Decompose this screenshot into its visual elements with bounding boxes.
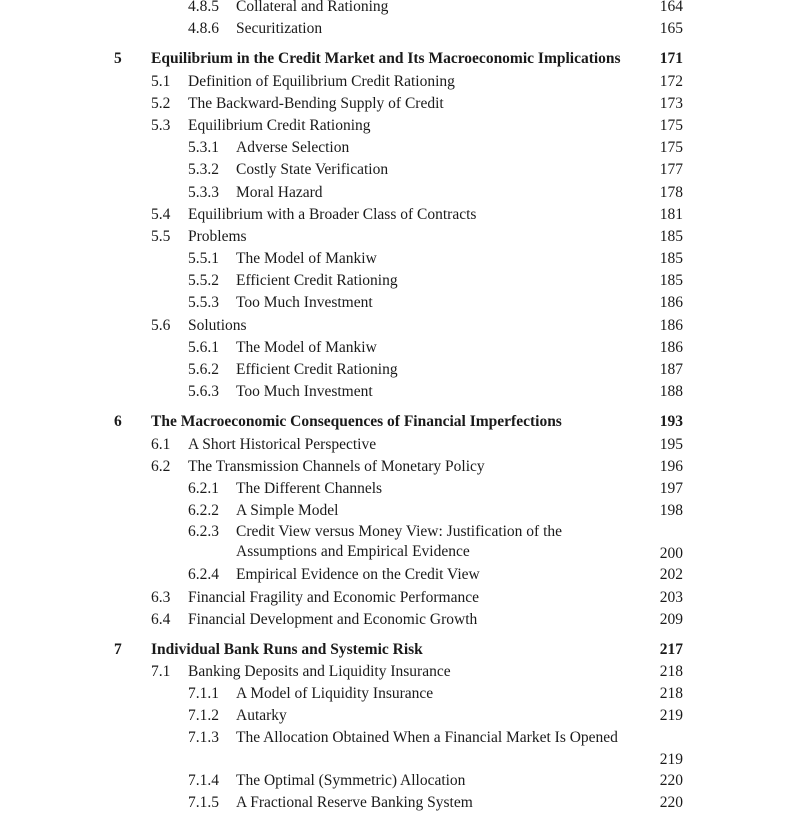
toc-entry-title: Adverse Selection bbox=[236, 139, 350, 157]
toc-entry-page: 177 bbox=[659, 161, 683, 179]
toc-entry[interactable] bbox=[0, 115, 800, 137]
toc-entry[interactable] bbox=[0, 792, 800, 814]
toc-entry-page: 209 bbox=[659, 610, 683, 628]
toc-entry-title: Financial Fragility and Economic Performance bbox=[188, 588, 479, 606]
toc-entry[interactable] bbox=[0, 93, 800, 115]
toc-entry-title: Moral Hazard bbox=[236, 183, 323, 201]
toc-entry-title: Individual Bank Runs and Systemic Risk bbox=[151, 640, 423, 658]
toc-entry-page: 219 bbox=[659, 750, 683, 768]
toc-entry-page: 165 bbox=[659, 20, 683, 38]
toc-entry-number: 7 bbox=[114, 640, 122, 658]
toc-entry-page: 193 bbox=[659, 413, 683, 431]
toc-entry-page: 197 bbox=[659, 479, 683, 497]
toc-entry-number: 7.1.1 bbox=[188, 685, 219, 703]
toc-entry-title: Problems bbox=[188, 227, 247, 245]
toc-entry[interactable] bbox=[0, 434, 800, 456]
toc-entry-number: 7.1.2 bbox=[188, 707, 219, 725]
toc-entry-number: 5.4 bbox=[151, 205, 171, 223]
toc-entry[interactable] bbox=[0, 587, 800, 609]
toc-entry-page: 185 bbox=[659, 227, 683, 245]
toc-entry-number: 5.6.1 bbox=[188, 338, 219, 356]
toc-entry-title: The Optimal (Symmetric) Allocation bbox=[236, 771, 466, 789]
toc-entry-title: Definition of Equilibrium Credit Rationing bbox=[188, 72, 455, 90]
toc-entry[interactable] bbox=[0, 522, 800, 564]
toc-entry-page: 175 bbox=[659, 116, 683, 134]
toc-entry-page: 173 bbox=[659, 94, 683, 112]
toc-entry[interactable] bbox=[0, 226, 800, 248]
toc-entry-page: 185 bbox=[659, 250, 683, 268]
toc-entry-page: 186 bbox=[659, 316, 683, 334]
toc-entry[interactable] bbox=[0, 381, 800, 403]
toc-entry-page: 203 bbox=[659, 588, 683, 606]
toc-entry-number: 5.1 bbox=[151, 72, 171, 90]
toc-chapter-entry[interactable] bbox=[0, 411, 800, 433]
toc-entry-number: 5.5 bbox=[151, 227, 171, 245]
toc-entry-title: Equilibrium Credit Rationing bbox=[188, 116, 371, 134]
toc-entry-title: A Simple Model bbox=[236, 502, 339, 520]
toc-entry[interactable] bbox=[0, 661, 800, 683]
toc-entry[interactable] bbox=[0, 359, 800, 381]
toc-entry-title: The Model of Mankiw bbox=[236, 338, 377, 356]
toc-entry[interactable] bbox=[0, 456, 800, 478]
toc-entry-title: Too Much Investment bbox=[236, 383, 373, 401]
toc-entry-title: The Macroeconomic Consequences of Financial Imperfections bbox=[151, 413, 562, 431]
toc-entry-number: 5 bbox=[114, 50, 122, 68]
toc-entry-number: 6.2.2 bbox=[188, 502, 219, 520]
toc-entry-page: 198 bbox=[659, 502, 683, 520]
toc-entry-page: 186 bbox=[659, 294, 683, 312]
toc-entry-title: Securitization bbox=[236, 20, 323, 38]
toc-entry-page: 164 bbox=[659, 0, 683, 15]
toc-entry-title: Equilibrium in the Credit Market and Its Macroeconomic Implications bbox=[151, 50, 621, 68]
toc-entry-title: Financial Development and Economic Growth bbox=[188, 610, 478, 628]
toc-entry-number: 7.1.3 bbox=[188, 728, 219, 746]
toc-entry-number: 7.1.5 bbox=[188, 793, 219, 811]
toc-entry-title: A Short Historical Perspective bbox=[188, 435, 377, 453]
toc-entry-number: 6.4 bbox=[151, 610, 171, 628]
toc-entry-number: 4.8.6 bbox=[188, 20, 219, 38]
toc-entry[interactable] bbox=[0, 0, 800, 18]
toc-entry-number: 5.6.2 bbox=[188, 361, 219, 378]
toc-entry-number: 6.2 bbox=[151, 457, 171, 475]
toc-entry-number: 5.2 bbox=[151, 94, 171, 112]
toc-entry-number: 6.2.1 bbox=[188, 479, 219, 497]
toc-entry[interactable] bbox=[0, 500, 800, 522]
toc-entry-title: The Different Channels bbox=[236, 479, 383, 497]
toc-entry[interactable] bbox=[0, 609, 800, 631]
toc-entry-page: 186 bbox=[659, 338, 683, 356]
toc-entry-title: The Allocation Obtained When a Financial Market Is Opened bbox=[236, 728, 618, 746]
toc-entry-number: 5.5.2 bbox=[188, 272, 219, 290]
toc-entry-page: 171 bbox=[659, 50, 683, 68]
toc-entry[interactable] bbox=[0, 248, 800, 270]
toc-entry-page: 220 bbox=[659, 793, 683, 811]
toc-entry-number: 5.3 bbox=[151, 116, 171, 134]
toc-entry-number: 7.1.4 bbox=[188, 771, 219, 789]
toc-entry-number: 6.2.3 bbox=[188, 523, 219, 541]
toc-entry[interactable] bbox=[0, 315, 800, 337]
toc-entry-page: 200 bbox=[659, 545, 683, 563]
toc-entry-title: Equilibrium with a Broader Class of Contracts bbox=[188, 205, 477, 223]
toc-entry[interactable] bbox=[0, 159, 800, 181]
toc-entry-title: Solutions bbox=[188, 316, 247, 334]
toc-entry[interactable] bbox=[0, 683, 800, 705]
toc-entry[interactable] bbox=[0, 337, 800, 359]
toc-entry-page: 202 bbox=[659, 566, 683, 584]
toc-entry-title: Too Much Investment bbox=[236, 294, 373, 312]
toc-entry-title: Empirical Evidence on the Credit View bbox=[236, 566, 480, 584]
toc-entry-number: 6.3 bbox=[151, 588, 171, 606]
toc-entry[interactable] bbox=[0, 71, 800, 93]
toc-entry-number: 5.5.1 bbox=[188, 250, 219, 268]
toc-entry-number: 7.1 bbox=[151, 663, 171, 681]
toc-entry-number: 5.6 bbox=[151, 316, 171, 334]
toc-entry-page: 219 bbox=[659, 707, 683, 725]
toc-entry-title: Costly State Verification bbox=[236, 161, 389, 179]
toc-entry-number: 5.6.3 bbox=[188, 383, 219, 401]
toc-entry[interactable] bbox=[0, 292, 800, 314]
toc-entry-number: 6.2.4 bbox=[188, 566, 219, 584]
toc-entry-number: 5.3.3 bbox=[188, 183, 219, 201]
toc-entry-title: Banking Deposits and Liquidity Insurance bbox=[188, 663, 451, 681]
toc-entry[interactable] bbox=[0, 770, 800, 792]
toc-entry-page: 172 bbox=[659, 72, 683, 90]
toc-entry[interactable] bbox=[0, 182, 800, 204]
toc-entry-page: 185 bbox=[659, 272, 683, 290]
toc-entry-page: 187 bbox=[659, 361, 683, 378]
toc-entry-number: 4.8.5 bbox=[188, 0, 219, 15]
toc-entry[interactable] bbox=[0, 728, 800, 770]
toc-entry[interactable] bbox=[0, 478, 800, 500]
toc-entry-page: 195 bbox=[659, 435, 683, 453]
toc-entry-number: 5.5.3 bbox=[188, 294, 219, 312]
toc-entry[interactable] bbox=[0, 705, 800, 727]
toc-entry-page: 217 bbox=[659, 640, 683, 658]
toc-entry-page: 218 bbox=[659, 663, 683, 681]
toc-entry-title: Efficient Credit Rationing bbox=[236, 361, 398, 378]
toc-entry-title: The Model of Mankiw bbox=[236, 250, 377, 268]
toc-entry-title: A Fractional Reserve Banking System bbox=[236, 793, 473, 811]
toc-entry-page: 220 bbox=[659, 771, 683, 789]
toc-entry-title: Autarky bbox=[236, 707, 287, 725]
toc-entry-number: 6.1 bbox=[151, 435, 171, 453]
toc-entry[interactable] bbox=[0, 564, 800, 586]
toc-entry-page: 178 bbox=[659, 183, 683, 201]
toc-entry-title: Credit View versus Money View: Justification of the Assumptions and Empirical Evidence bbox=[236, 523, 563, 561]
toc-entry-title: The Transmission Channels of Monetary Policy bbox=[188, 457, 485, 475]
toc-entry-number: 5.3.1 bbox=[188, 139, 219, 157]
toc-entry[interactable] bbox=[0, 204, 800, 226]
toc-entry-page: 175 bbox=[659, 139, 683, 157]
toc-chapter-entry[interactable] bbox=[0, 48, 800, 70]
toc-entry[interactable] bbox=[0, 18, 800, 40]
toc-entry-page: 188 bbox=[659, 383, 683, 401]
toc-entry-title: The Backward-Bending Supply of Credit bbox=[188, 94, 444, 112]
toc-entry-title: Efficient Credit Rationing bbox=[236, 272, 398, 290]
toc-entry[interactable] bbox=[0, 270, 800, 292]
toc-entry-title: A Model of Liquidity Insurance bbox=[236, 685, 434, 703]
toc-entry-page: 196 bbox=[659, 457, 683, 475]
toc-entry-number: 6 bbox=[114, 413, 122, 431]
toc-entry-page: 218 bbox=[659, 685, 683, 703]
toc-entry-page: 181 bbox=[659, 205, 683, 223]
toc-entry[interactable] bbox=[0, 137, 800, 159]
toc-entry-title: Collateral and Rationing bbox=[236, 0, 389, 15]
toc-entry-number: 5.3.2 bbox=[188, 161, 219, 179]
toc-chapter-entry[interactable] bbox=[0, 639, 800, 661]
